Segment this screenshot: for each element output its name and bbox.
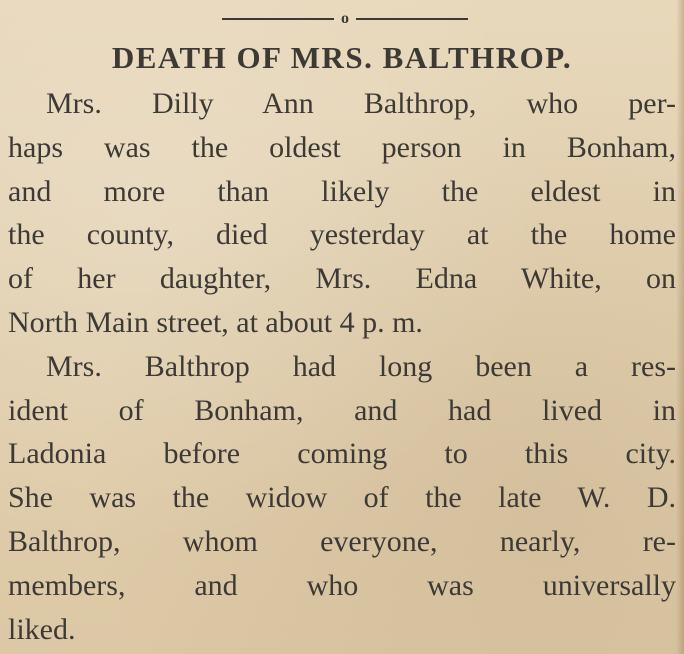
paragraph-2-line-3: Ladonia before coming to this city. (8, 437, 676, 471)
paragraph-2-line-2: ident of Bonham, and had lived in (8, 393, 676, 427)
paragraph-1-line-2: haps was the oldest person in Bonham, (8, 130, 676, 164)
paragraph-2-line-4: She was the widow of the late W. D. (8, 481, 676, 515)
paper-edge-shadow (676, 0, 684, 654)
paragraph-1-line-6: North Main street, at about 4 p. m. (8, 305, 423, 339)
article-body (8, 82, 676, 651)
article-headline: DEATH OF MRS. BALTHROP. (111, 40, 573, 75)
paragraph-1-line-4: the county, died yesterday at the home (8, 218, 676, 252)
paragraph-2-line-5: Balthrop, whom everyone, nearly, re- (8, 524, 676, 558)
paragraph-2-line-7: liked. (8, 612, 76, 646)
paragraph-2-line-1: Mrs. Balthrop had long been a res- (46, 349, 676, 383)
paragraph-2-line-6: members, and who was universally (8, 568, 676, 602)
paragraph-1-line-1: Mrs. Dilly Ann Balthrop, who per- (46, 87, 676, 120)
rule-line-left (222, 18, 334, 20)
rule-line-right (356, 18, 468, 20)
ornamental-rule (222, 12, 468, 26)
rule-ornament: o (341, 10, 349, 27)
paragraph-1-line-3: and more than likely the eldest in (8, 174, 676, 208)
paragraph-1-line-5: of her daughter, Mrs. Edna White, on (8, 262, 676, 296)
